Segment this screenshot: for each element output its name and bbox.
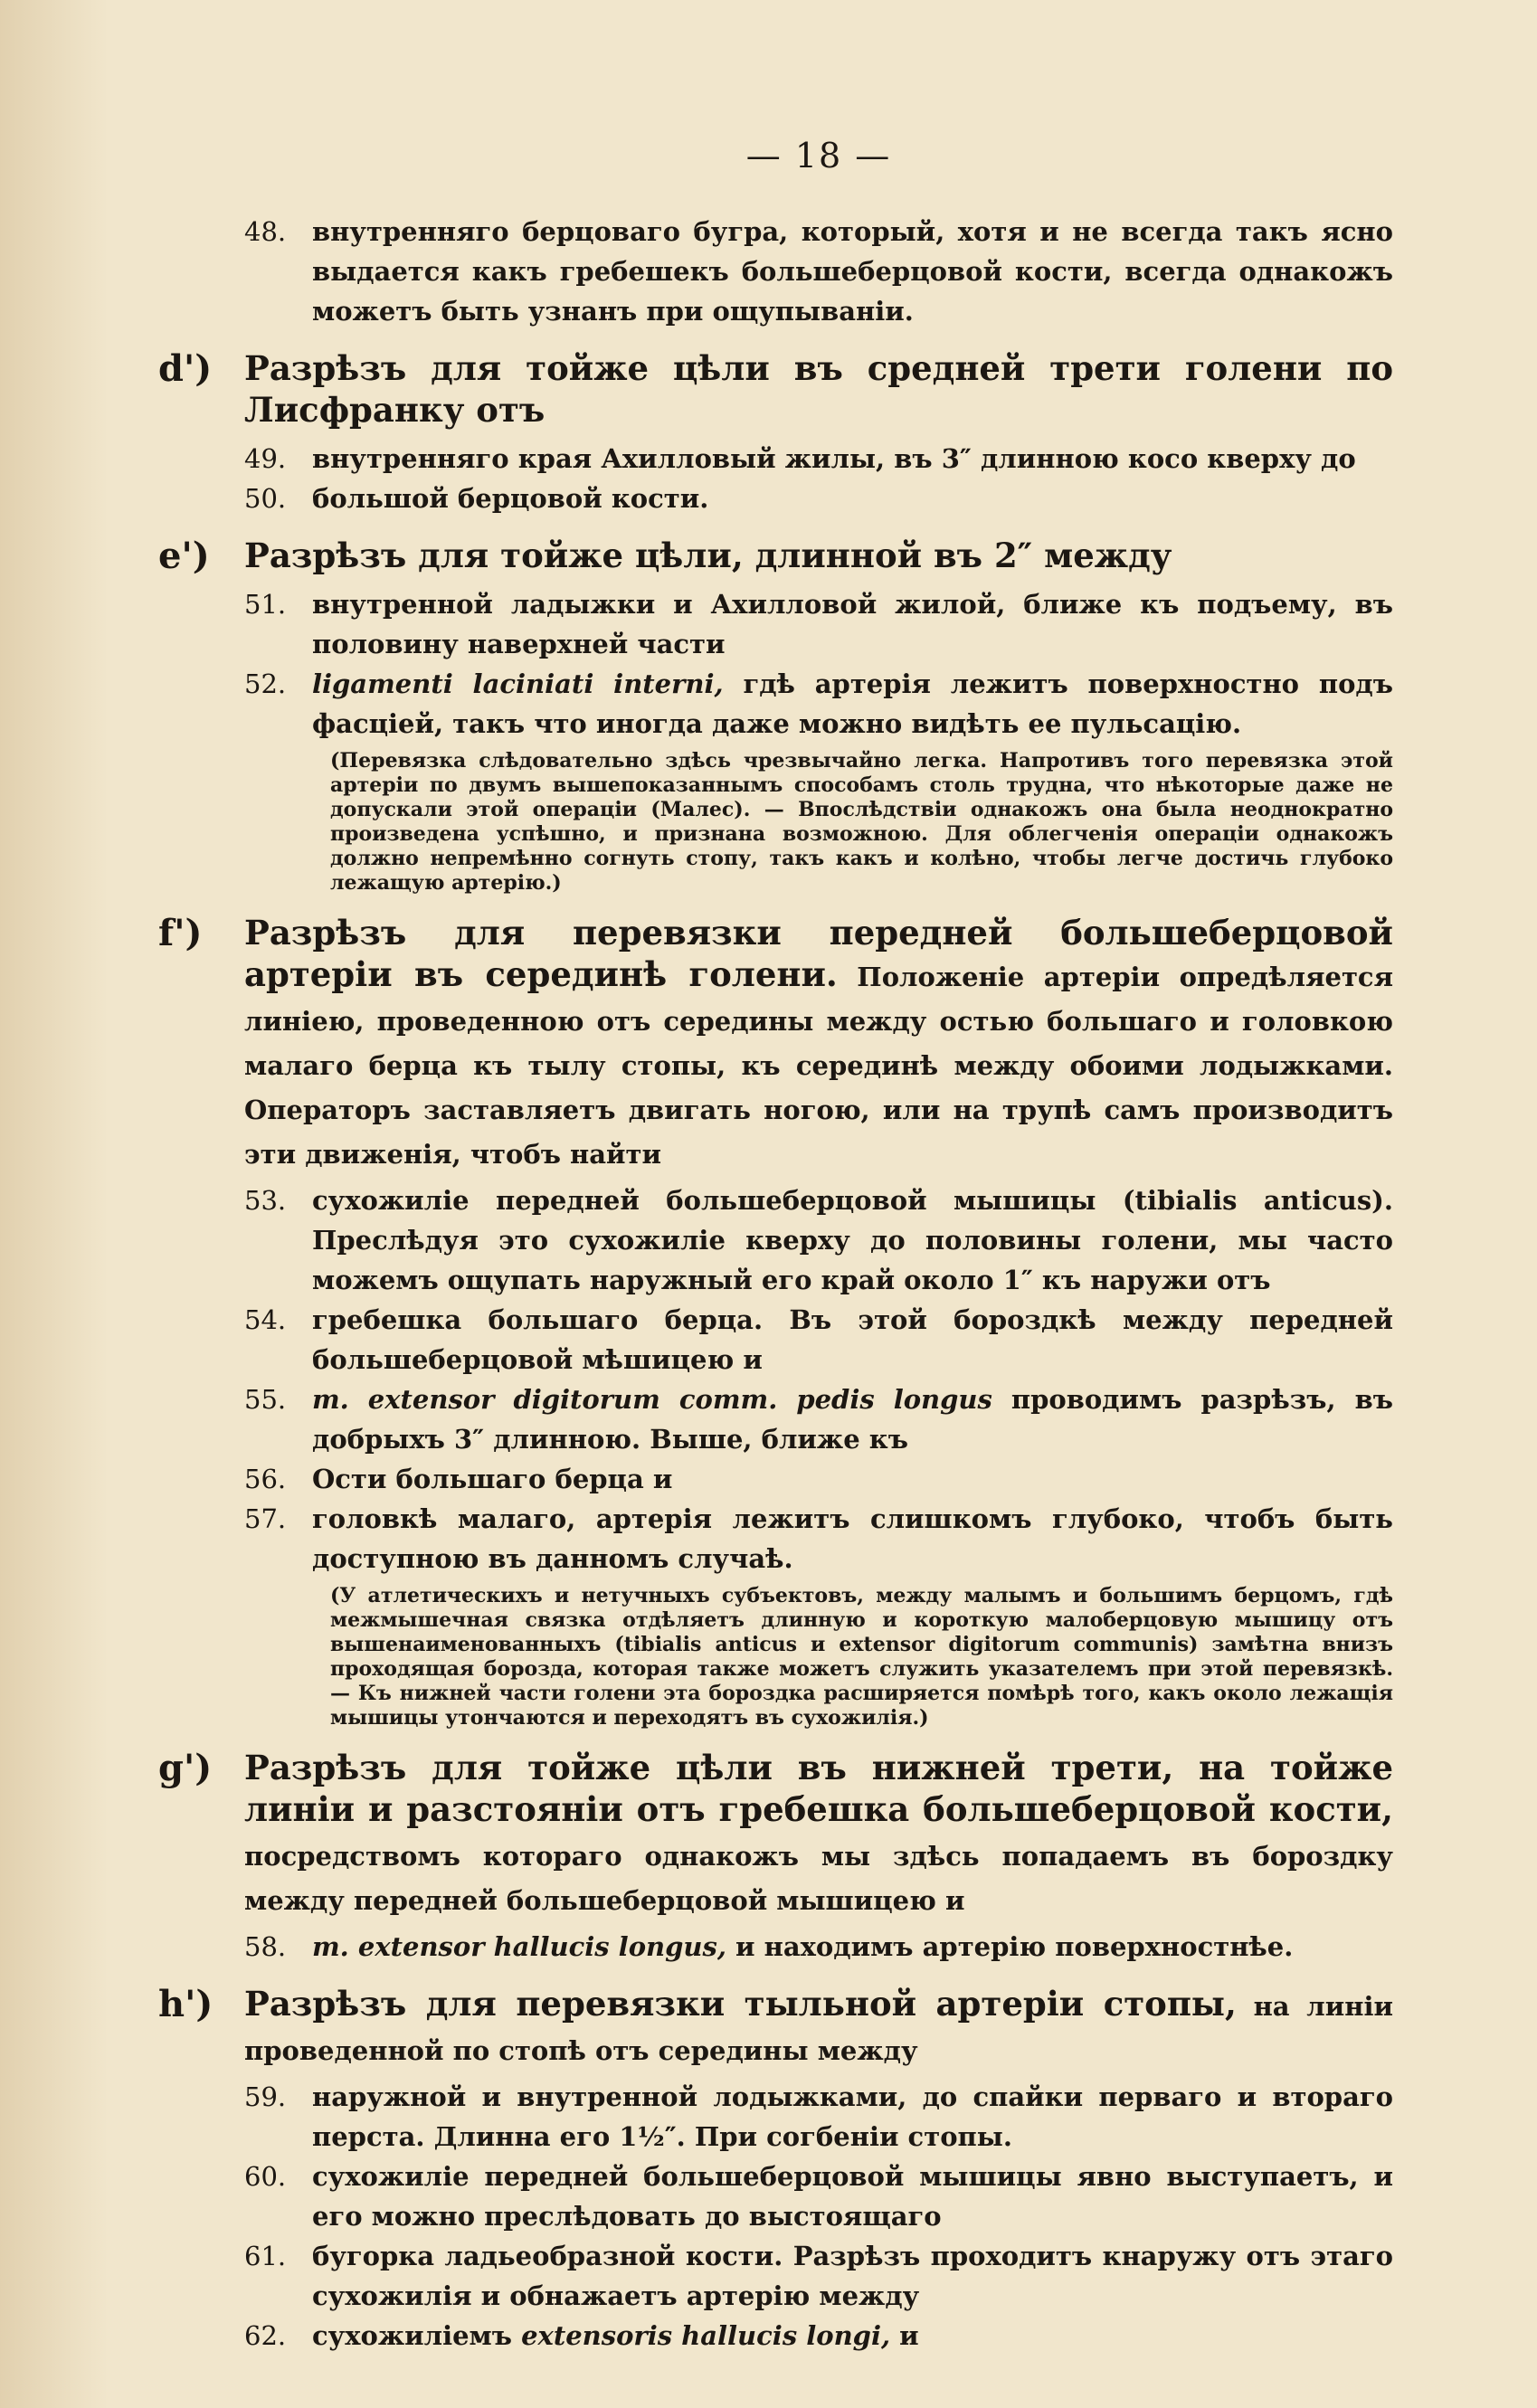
item-text: наружной и внутренной лодыжками, до спайки перваго и втораго перста. Длинна его 1½″. При согбеніи стопы. xyxy=(312,2081,1393,2152)
item-text: внутренной ладыжки и Ахилловой жилой, ближе къ подъему, въ половину наверхней части xyxy=(312,589,1393,659)
item-text: сухожиліемъ xyxy=(312,2320,522,2351)
item-number: 52. xyxy=(244,668,287,699)
item-number: 62. xyxy=(244,2320,287,2351)
section-letter: f') xyxy=(158,912,203,954)
item-number: 59. xyxy=(244,2081,287,2112)
item-number: 49. xyxy=(244,443,287,474)
item-number: 53. xyxy=(244,1185,287,1216)
list-item xyxy=(244,2157,1393,2236)
section-title: Разрѣзъ для перевязки тыльной артеріи стопы, xyxy=(244,1984,1237,2024)
item-number: 48. xyxy=(244,216,287,247)
document-page xyxy=(158,136,1393,2356)
item-number: 57. xyxy=(244,1503,287,1534)
item-number: 56. xyxy=(244,1464,287,1494)
list-item xyxy=(244,212,1393,331)
section-heading xyxy=(158,1983,1393,2071)
list-item xyxy=(244,1459,1393,1499)
item-text: бугорка ладьеобразной кости. Разрѣзъ проходитъ кнаружу отъ этаго сухожилія и обнажаетъ артерію между xyxy=(312,2241,1393,2311)
section-heading xyxy=(158,1747,1393,1921)
item-number: 60. xyxy=(244,2161,287,2192)
list-item xyxy=(244,1300,1393,1379)
section-letter: g') xyxy=(158,1747,213,1789)
list-item xyxy=(244,1180,1393,1300)
section-letter: d') xyxy=(158,347,213,390)
section-heading xyxy=(158,535,1393,579)
item-number: 50. xyxy=(244,483,287,514)
item-text: гребешка большаго берца. Въ этой бороздкѣ между передней большеберцовой мѣшицею и xyxy=(312,1304,1393,1375)
list-item xyxy=(244,2316,1393,2356)
item-number: 51. xyxy=(244,589,287,620)
section-letter: h') xyxy=(158,1983,213,2025)
section-title: Разрѣзъ для тойже цѣли въ средней трети голени по Лисфранку отъ xyxy=(244,348,1393,430)
section-title: Разрѣзъ для тойже цѣли, длинной въ 2″ между xyxy=(244,536,1172,575)
section-heading xyxy=(158,912,1393,1175)
item-text: проводимъ разрѣзъ, въ добрыхъ 3″ длинною. Выше, ближе къ xyxy=(312,1384,1393,1455)
list-item xyxy=(244,664,1393,744)
list-item xyxy=(244,2236,1393,2316)
section-title: Разрѣзъ для тойже цѣли въ нижней трети, на тойже линіи и разстояніи отъ гребешка большеберцовой кости, xyxy=(244,1748,1393,1829)
item-text: большой берцовой кости. xyxy=(312,483,709,514)
page-number: — 18 — xyxy=(745,136,892,175)
list-item xyxy=(244,1379,1393,1459)
item-text: Ости большаго берца и xyxy=(312,1464,673,1494)
list-item xyxy=(244,439,1393,479)
footnote: (Перевязка слѣдовательно здѣсь чрезвычайно легка. Напротивъ того перевязка этой артеріи по двумъ вышепоказаннымъ способамъ столь трудна, что нѣкоторые даже не допускали этой операціи (Малес). — Впослѣдствіи однакожъ она была неоднократно произведена успѣшно, и признана возможною. Для облегченія операціи однакожъ должно непремѣнно согнуть стопу, такъ какъ и колѣно, чтобы легче достичь глубоко лежащую артерію.) xyxy=(330,749,1393,895)
item-number: 58. xyxy=(244,1931,287,1962)
item-number: 54. xyxy=(244,1304,287,1335)
item-text: сухожиліе передней большеберцовой мышицы явно выступаетъ, и его можно преслѣдовать до выстоящаго xyxy=(312,2161,1393,2232)
latin-term: m. extensor hallucis longus, xyxy=(312,1931,726,1962)
item-text: и находимъ артерію поверхностнѣе. xyxy=(726,1931,1294,1962)
item-text: гдѣ артерія лежитъ поверхностно подъ фасціей, такъ что иногда даже можно видѣть ее пульсацію. xyxy=(312,668,1393,739)
item-text-end: и xyxy=(890,2320,919,2351)
section-rest: на линіи проведенной по стопѣ отъ середины между xyxy=(244,1991,1393,2066)
section-title: Разрѣзъ для перевязки передней большеберцовой артеріи въ серединѣ голени. xyxy=(244,913,1393,994)
list-item xyxy=(244,2077,1393,2157)
latin-term: m. extensor digitorum comm. pedis longus xyxy=(312,1384,992,1415)
section-rest: посредствомъ котораго однакожъ мы здѣсь попадаемъ въ бороздку между передней большеберцовой мышицею и xyxy=(244,1841,1393,1916)
section-heading xyxy=(158,347,1393,433)
item-number: 55. xyxy=(244,1384,287,1415)
page-edge-stain xyxy=(0,0,109,2408)
list-item xyxy=(244,479,1393,518)
item-text: внутренняго берцоваго бугра, который, хотя и не всегда такъ ясно выдается какъ гребешекъ большеберцовой кости, всегда однакожъ можетъ быть узнанъ при ощупываніи. xyxy=(312,216,1393,327)
latin-term: ligamenti laciniati interni, xyxy=(312,668,724,699)
footnote: (У атлетическихъ и нетучныхъ субъектовъ, между малымъ и большимъ берцомъ, гдѣ межмышечная связка отдѣляетъ длинную и короткую малоберцовую мышицу отъ вышенаименованныхъ (tibialis anticus и extensor digitorum communis) замѣтна внизъ проходящая борозда, которая также можетъ служить указателемъ при этой перевязкѣ. — Къ нижней части голени эта бороздка расширяется помѣрѣ того, какъ около лежащія мышицы утончаются и переходятъ въ сухожилія.) xyxy=(330,1584,1393,1730)
section-letter: e') xyxy=(158,535,210,577)
list-item xyxy=(244,1927,1393,1967)
item-number: 61. xyxy=(244,2241,287,2271)
section-rest: Положеніе артеріи опредѣляется линіею, проведенною отъ середины между остью большаго и головкою малаго берца къ тылу стопы, къ серединѣ между обоими лодыжками. Операторъ заставляетъ двигать ногою, или на трупѣ самъ производитъ эти движенія, чтобъ найти xyxy=(244,962,1393,1170)
latin-term: extensoris hallucis longi, xyxy=(521,2320,891,2351)
item-text: внутренняго края Ахилловый жилы, въ 3″ длинною косо кверху до xyxy=(312,443,1356,474)
list-item xyxy=(244,584,1393,664)
list-item xyxy=(244,1499,1393,1578)
item-text: сухожиліе передней большеберцовой мышицы (tibialis anticus). Преслѣдуя это сухожиліе кверху до половины голени, мы часто можемъ ощупать наружный его край около 1″ къ наружи отъ xyxy=(312,1185,1393,1295)
item-text: головкѣ малаго, артерія лежитъ слишкомъ глубоко, чтобъ быть доступною въ данномъ случаѣ. xyxy=(312,1503,1393,1574)
